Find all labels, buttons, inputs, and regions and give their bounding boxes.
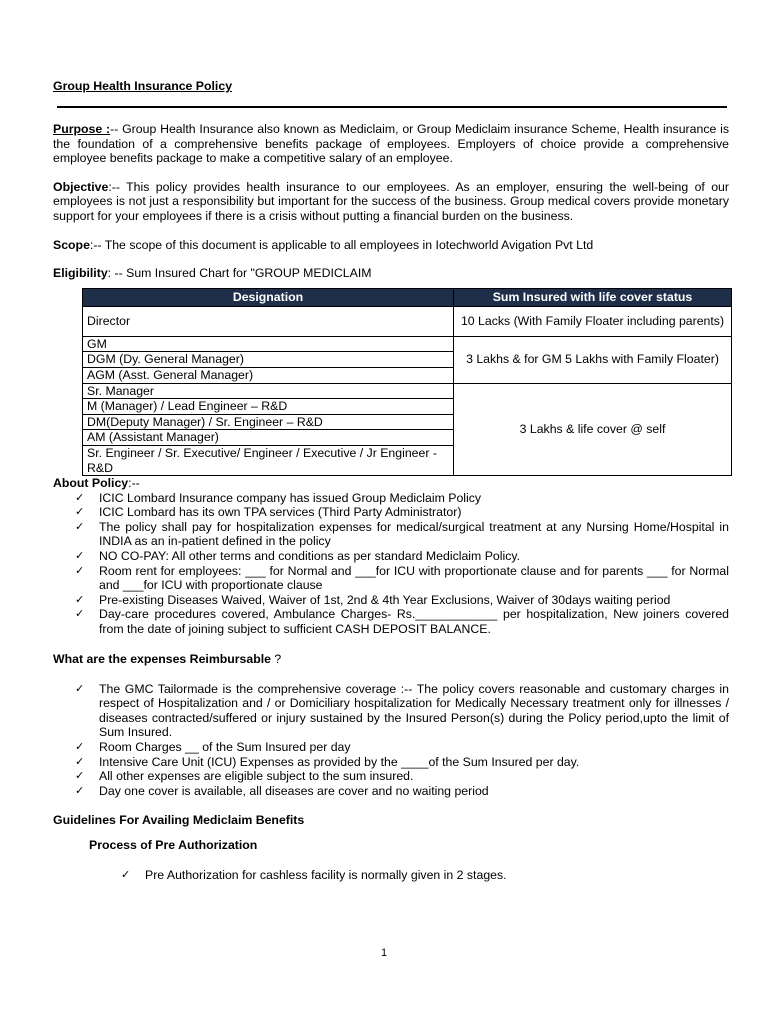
list-item (75, 505, 729, 520)
sum-insured-cell: 3 Lakhs & for GM 5 Lakhs with Family Floater) (454, 336, 732, 383)
list-item (75, 564, 729, 593)
list-item (75, 593, 729, 608)
expenses-list (53, 682, 729, 799)
check-icon: ✓ (75, 608, 85, 621)
list-item (75, 549, 729, 564)
check-icon: ✓ (75, 593, 85, 606)
list-item-text: Day one cover is available, all diseases are cover and no waiting period (99, 783, 489, 798)
guidelines-heading: Guidelines For Availing Mediclaim Benefits (53, 813, 305, 828)
check-icon: ✓ (75, 784, 85, 797)
purpose-paragraph (53, 122, 729, 166)
designation-cell: M (Manager) / Lead Engineer – R&D (83, 399, 454, 415)
pre-authorization-list (53, 868, 729, 883)
sum-insured-cell: 3 Lakhs & life cover @ self (454, 383, 732, 476)
list-item-text: Intensive Care Unit (ICU) Expenses as provided by the ____of the Sum Insured per day. (99, 754, 580, 769)
designation-cell: GM (83, 336, 454, 352)
purpose-label: Purpose : (53, 122, 111, 136)
title-divider (57, 106, 727, 108)
objective-label: Objective (53, 179, 109, 194)
about-policy-suffix: :-- (128, 476, 140, 491)
objective-paragraph (53, 180, 729, 224)
about-policy-list (53, 491, 729, 637)
designation-cell: DGM (Dy. General Manager) (83, 352, 454, 368)
eligibility-label: Eligibility (53, 266, 108, 281)
sum-insured-cell: 10 Lacks (With Family Floater including parents) (454, 306, 732, 336)
about-policy-label: About Policy (53, 476, 129, 491)
scope-paragraph (53, 238, 729, 253)
list-item (75, 607, 729, 636)
list-item-text: The GMC Tailormade is the comprehensive coverage :-- The policy covers reasonable and customary charges in respect of Hospitalization and / or Domiciliary hospitalization for Medically Necessary treatment only for illnesses / diseases contracted/suffered or injury sustained by the Insured Person(s) during the Policy period,upto the limit of Sum Insured. (99, 681, 729, 740)
purpose-text: -- Group Health Insurance also known as Mediclaim, or Group Mediclaim insurance Scheme, Health insurance is the foundation of a comprehensive benefits package of employees. Employers of choice provide a comprehensive employee benefits package to make a competitive salary of an employee. (53, 122, 729, 166)
list-item (75, 682, 729, 740)
expenses-heading-suffix: ? (271, 651, 282, 666)
list-item (75, 769, 729, 784)
list-item-text: Room Charges __ of the Sum Insured per day (99, 740, 351, 754)
list-item-text: Pre Authorization for cashless facility is normally given in 2 stages. (145, 868, 507, 883)
check-icon: ✓ (75, 741, 85, 753)
table-row (83, 336, 732, 352)
list-item (75, 755, 729, 770)
table-header-row (83, 288, 732, 306)
designation-cell: DM(Deputy Manager) / Sr. Engineer – R&D (83, 414, 454, 430)
list-item-text: NO CO-PAY: All other terms and conditions as per standard Mediclaim Policy. (99, 549, 520, 564)
table-row (83, 383, 732, 399)
check-icon: ✓ (75, 491, 85, 504)
list-item-text: ICIC Lombard Insurance company has issued Group Mediclaim Policy (99, 490, 482, 505)
sum-insured-table (82, 288, 732, 476)
eligibility-text: : -- Sum Insured Chart for "GROUP MEDICLAIM (107, 266, 372, 281)
pre-authorization-heading: Process of Pre Authorization (89, 838, 258, 853)
expenses-heading (53, 651, 729, 668)
scope-label: Scope (53, 237, 90, 252)
list-item (121, 868, 729, 883)
page-number: 1 (380, 947, 388, 959)
check-icon: ✓ (75, 682, 85, 695)
document-page (53, 78, 729, 883)
list-item (75, 784, 729, 799)
scope-text: :-- The scope of this document is applicable to all employees in Iotechworld Avigation Pvt Ltd (89, 237, 594, 252)
table-row (83, 306, 732, 336)
check-icon: ✓ (75, 550, 85, 563)
list-item (75, 491, 729, 506)
designation-cell: AGM (Asst. General Manager) (83, 367, 454, 383)
designation-cell: Director (83, 306, 454, 336)
about-policy-heading (53, 476, 729, 491)
document-title: Group Health Insurance Policy (53, 79, 233, 93)
check-icon: ✓ (75, 755, 85, 768)
table-header-sum-insured: Sum Insured with life cover status (454, 288, 732, 306)
table-header-designation: Designation (83, 288, 454, 306)
list-item-text: Room rent for employees: ___ for Normal and ___for ICU with proportionate clause and for parents ___ for Normal and ___for ICU with proportionate clause (99, 563, 729, 593)
list-item (75, 740, 729, 755)
list-item-text: Day-care procedures covered, Ambulance Charges- Rs.____________ per hospitalization, New joiners covered from the date of joining subject to sufficient CASH DEPOSIT BALANCE. (99, 607, 729, 637)
check-icon: ✓ (75, 506, 85, 519)
objective-text: :-- This policy provides health insurance to our employees. As an employer, ensuring the well-being of our employees is not just a responsibility but important for the success of the business. Group medical covers provide monetary support for your employees if there is a crisis without putting a financial burden on the business. (53, 179, 729, 223)
list-item (75, 520, 729, 549)
list-item-text: All other expenses are eligible subject to the sum insured. (99, 769, 414, 784)
eligibility-paragraph (53, 266, 729, 281)
designation-cell: Sr. Engineer / Sr. Executive/ Engineer / Executive / Jr Engineer - R&D (83, 445, 454, 475)
list-item-text: ICIC Lombard has its own TPA services (Third Party Administrator) (99, 505, 462, 520)
expenses-heading-text: What are the expenses Reimbursable (53, 651, 272, 666)
check-icon: ✓ (75, 564, 85, 577)
list-item-text: The policy shall pay for hospitalization expenses for medical/surgical treatment at any Nursing Home/Hospital in INDIA as an in-patient defined in the policy (99, 519, 729, 549)
check-icon: ✓ (121, 869, 131, 882)
list-item-text: Pre-existing Diseases Waived, Waiver of 1st, 2nd & 4th Year Exclusions, Waiver of 30days waiting period (99, 592, 671, 607)
check-icon: ✓ (75, 770, 85, 783)
check-icon: ✓ (75, 520, 85, 533)
designation-cell: Sr. Manager (83, 383, 454, 399)
designation-cell: AM (Assistant Manager) (83, 430, 454, 446)
